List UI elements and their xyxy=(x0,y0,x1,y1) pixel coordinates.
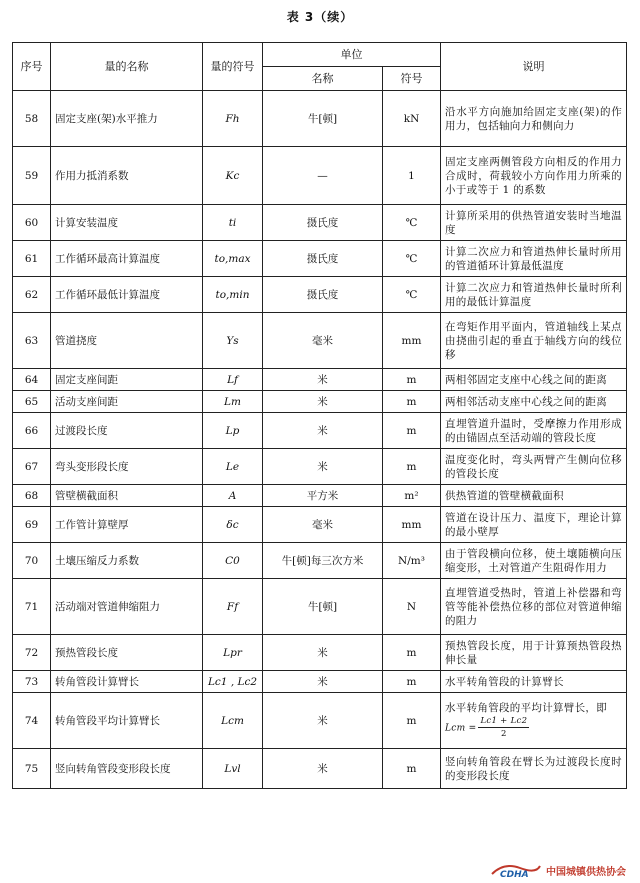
row-unit-name xyxy=(263,277,383,313)
row-unit-symbol xyxy=(383,749,441,789)
header-unit: 单位 xyxy=(263,43,441,67)
row-name xyxy=(51,147,203,205)
row-name-text: 作用力抵消系数 xyxy=(55,169,129,182)
row-unit-symbol-text: ℃ xyxy=(405,252,418,265)
row-desc xyxy=(441,241,627,277)
row-no-text: 58 xyxy=(24,112,39,125)
row-unit-symbol-text: m xyxy=(406,395,417,408)
row-symbol-text: Ff xyxy=(226,600,239,613)
row-desc xyxy=(441,507,627,543)
row-symbol xyxy=(203,147,263,205)
row-unit-name xyxy=(263,693,383,749)
row-no-text: 66 xyxy=(24,424,39,437)
formula-fraction xyxy=(478,715,529,740)
row-symbol-text: Lp xyxy=(225,424,240,437)
table-row xyxy=(13,579,627,635)
row-desc xyxy=(441,693,627,749)
table-row xyxy=(13,749,627,789)
row-name xyxy=(51,413,203,449)
quantity-table xyxy=(12,42,627,789)
table-row xyxy=(13,313,627,369)
row-name-text: 工作循环最高计算温度 xyxy=(55,252,160,265)
row-no xyxy=(13,369,51,391)
row-symbol xyxy=(203,671,263,693)
row-symbol xyxy=(203,369,263,391)
row-symbol-text: Kc xyxy=(225,169,240,182)
row-desc xyxy=(441,369,627,391)
row-name-text: 土壤压缩反力系数 xyxy=(55,554,139,567)
table-row xyxy=(13,449,627,485)
row-name xyxy=(51,277,203,313)
row-unit-name xyxy=(263,313,383,369)
row-no xyxy=(13,413,51,449)
row-unit-symbol-text: m xyxy=(406,424,417,437)
row-unit-symbol xyxy=(383,543,441,579)
row-no-text: 72 xyxy=(24,646,39,659)
row-no xyxy=(13,147,51,205)
row-symbol xyxy=(203,205,263,241)
row-desc xyxy=(441,147,627,205)
table-row xyxy=(13,369,627,391)
row-unit-name-text: 米 xyxy=(317,460,328,473)
row-unit-name-text: 米 xyxy=(317,373,328,386)
row-name xyxy=(51,507,203,543)
row-desc-text: 两相邻活动支座中心线之间的距离 xyxy=(445,395,607,408)
row-symbol-text: Ys xyxy=(226,334,239,347)
row-name xyxy=(51,241,203,277)
table-row xyxy=(13,485,627,507)
row-unit-name-text: — xyxy=(317,169,328,182)
row-symbol-text: Lc1 , Lc2 xyxy=(207,675,258,688)
row-no xyxy=(13,749,51,789)
row-name xyxy=(51,449,203,485)
row-desc-text: 供热管道的管壁横截面积 xyxy=(445,489,564,502)
row-unit-symbol xyxy=(383,507,441,543)
row-symbol-text: Lm xyxy=(224,395,241,408)
row-name-text: 转角管段计算臂长 xyxy=(55,675,139,688)
row-unit-name-text: 摄氏度 xyxy=(306,288,339,301)
row-name-text: 管壁横截面积 xyxy=(55,489,118,502)
table-row xyxy=(13,413,627,449)
row-unit-name-text: 米 xyxy=(317,675,328,688)
row-desc xyxy=(441,91,627,147)
table-row xyxy=(13,671,627,693)
row-symbol-text: Lpr xyxy=(223,646,242,659)
row-unit-name xyxy=(263,635,383,671)
row-unit-name-text: 毫米 xyxy=(312,518,333,531)
row-unit-symbol xyxy=(383,91,441,147)
row-symbol-text: A xyxy=(228,489,237,502)
row-no-text: 64 xyxy=(24,373,39,386)
row-desc-text: 管道在设计压力、温度下，理论计算的最小壁厚 xyxy=(445,511,622,538)
row-no xyxy=(13,277,51,313)
row-desc xyxy=(441,579,627,635)
row-name-text: 过渡段长度 xyxy=(55,424,108,437)
table-row xyxy=(13,91,627,147)
row-unit-symbol-text: m xyxy=(406,373,417,386)
row-symbol xyxy=(203,241,263,277)
row-name-text: 活动支座间距 xyxy=(55,395,118,408)
row-unit-name xyxy=(263,749,383,789)
row-unit-symbol-text: ℃ xyxy=(405,288,418,301)
row-no xyxy=(13,313,51,369)
row-unit-name-text: 米 xyxy=(317,762,328,775)
row-desc xyxy=(441,277,627,313)
row-unit-name-text: 米 xyxy=(317,646,328,659)
row-unit-symbol xyxy=(383,205,441,241)
row-unit-symbol xyxy=(383,413,441,449)
row-unit-symbol-text: mm xyxy=(401,518,422,531)
row-no-text: 71 xyxy=(24,600,39,613)
row-unit-name-text: 毫米 xyxy=(312,334,333,347)
row-name-text: 固定支座(架)水平推力 xyxy=(55,112,158,125)
formula-denominator: 2 xyxy=(501,729,507,739)
cdha-logo-icon xyxy=(490,860,542,880)
row-name xyxy=(51,369,203,391)
row-symbol xyxy=(203,693,263,749)
row-desc-text: 温度变化时，弯头两臂产生侧向位移的管段长度 xyxy=(445,453,622,480)
watermark xyxy=(490,859,626,881)
row-no xyxy=(13,485,51,507)
row-symbol-text: ti xyxy=(228,216,237,229)
row-no xyxy=(13,693,51,749)
row-name-text: 弯头变形段长度 xyxy=(55,460,129,473)
row-name-text: 固定支座间距 xyxy=(55,373,118,386)
row-unit-name xyxy=(263,449,383,485)
row-unit-symbol-text: N xyxy=(406,600,417,613)
row-name-text: 计算安装温度 xyxy=(55,216,118,229)
row-name xyxy=(51,91,203,147)
row-desc-text: 竖向转角管段在臂长为过渡段长度时的变形段长度 xyxy=(445,755,622,782)
row-name xyxy=(51,313,203,369)
header-unit-symbol: 符号 xyxy=(383,67,441,91)
row-unit-name-text: 摄氏度 xyxy=(306,252,339,265)
row-symbol xyxy=(203,485,263,507)
row-desc-text: 水平转角管段的计算臂长 xyxy=(445,675,564,688)
row-no xyxy=(13,241,51,277)
table-body xyxy=(13,91,627,789)
row-symbol xyxy=(203,449,263,485)
header-unit-name: 名称 xyxy=(263,67,383,91)
row-name xyxy=(51,579,203,635)
row-desc-text: 由于管段横向位移，使土壤随横向压缩变形，土对管道产生阻碍作用力 xyxy=(445,547,622,574)
row-unit-name xyxy=(263,543,383,579)
row-desc-text: 预热管段长度，用于计算预热管段热伸长量 xyxy=(445,639,622,666)
row-desc-text: 水平转角管段的平均计算臂长，即 xyxy=(445,702,607,714)
row-no xyxy=(13,507,51,543)
table-row xyxy=(13,277,627,313)
table-row xyxy=(13,241,627,277)
row-no-text: 59 xyxy=(24,169,39,182)
row-no-text: 67 xyxy=(24,460,39,473)
svg-text:CDHA: CDHA xyxy=(500,870,529,880)
row-unit-name-text: 平方米 xyxy=(306,489,339,502)
row-unit-symbol xyxy=(383,579,441,635)
header-no: 序号 xyxy=(13,43,51,91)
row-desc xyxy=(441,391,627,413)
row-unit-name-text: 牛[顿] xyxy=(307,600,338,613)
row-name xyxy=(51,205,203,241)
row-symbol-text: Lvl xyxy=(224,762,241,775)
row-unit-symbol-text: m² xyxy=(404,489,419,502)
row-unit-name xyxy=(263,671,383,693)
row-symbol xyxy=(203,391,263,413)
row-symbol xyxy=(203,543,263,579)
row-symbol-text: Lcm xyxy=(221,714,244,727)
row-symbol xyxy=(203,507,263,543)
row-symbol-text: C0 xyxy=(225,554,240,567)
row-unit-name xyxy=(263,369,383,391)
row-desc-text: 计算二次应力和管道热伸长量时所利用的最低计算温度 xyxy=(445,281,622,308)
row-name xyxy=(51,543,203,579)
row-unit-name xyxy=(263,507,383,543)
row-unit-symbol xyxy=(383,693,441,749)
row-no xyxy=(13,205,51,241)
table-row xyxy=(13,391,627,413)
row-unit-symbol-text: 1 xyxy=(408,169,415,182)
row-unit-symbol-text: N/m³ xyxy=(398,554,425,567)
row-desc xyxy=(441,671,627,693)
row-symbol xyxy=(203,313,263,369)
row-symbol xyxy=(203,277,263,313)
row-no-text: 62 xyxy=(24,288,39,301)
row-unit-symbol xyxy=(383,635,441,671)
row-desc xyxy=(441,485,627,507)
row-no xyxy=(13,579,51,635)
row-unit-symbol-text: m xyxy=(406,675,417,688)
row-name xyxy=(51,671,203,693)
row-desc-text: 固定支座两侧管段方向相反的作用力合成时，荷载较小方向作用力所乘的小于或等于 1 的系数 xyxy=(445,155,622,196)
row-unit-name xyxy=(263,413,383,449)
row-unit-symbol-text: ℃ xyxy=(405,216,418,229)
row-name-text: 竖向转角管段变形段长度 xyxy=(55,762,171,775)
row-no xyxy=(13,449,51,485)
row-unit-symbol-text: m xyxy=(406,714,417,727)
row-no xyxy=(13,91,51,147)
row-no-text: 70 xyxy=(24,554,39,567)
row-symbol xyxy=(203,579,263,635)
header-desc: 说明 xyxy=(441,43,627,91)
row-no-text: 75 xyxy=(24,762,39,775)
formula-numerator: Lc1 + Lc2 xyxy=(480,716,528,726)
row-name xyxy=(51,749,203,789)
row-symbol-text: to,min xyxy=(215,288,250,301)
row-no-text: 61 xyxy=(24,252,39,265)
row-unit-symbol xyxy=(383,147,441,205)
row-desc-text: 沿水平方向施加给固定支座(架)的作用力，包括轴向力和侧向力 xyxy=(445,105,622,132)
row-unit-name-text: 牛[顿]每三次方米 xyxy=(281,554,364,567)
table-caption: 表 3（续） xyxy=(286,10,354,24)
row-no xyxy=(13,391,51,413)
row-unit-name xyxy=(263,485,383,507)
row-no xyxy=(13,543,51,579)
row-unit-symbol xyxy=(383,485,441,507)
row-unit-name xyxy=(263,579,383,635)
row-unit-symbol xyxy=(383,241,441,277)
row-desc-text: 两相邻固定支座中心线之间的距离 xyxy=(445,373,607,386)
row-unit-name-text: 摄氏度 xyxy=(306,216,339,229)
row-unit-symbol xyxy=(383,671,441,693)
row-desc xyxy=(441,635,627,671)
row-name-text: 活动端对管道伸缩阻力 xyxy=(55,600,160,613)
row-unit-symbol-text: m xyxy=(406,646,417,659)
row-symbol xyxy=(203,635,263,671)
row-unit-symbol xyxy=(383,391,441,413)
formula-lhs: Lcm = xyxy=(445,723,477,734)
row-unit-symbol-text: m xyxy=(406,762,417,775)
table-row xyxy=(13,147,627,205)
row-desc-text: 在弯矩作用平面内，管道轴线上某点由挠曲引起的垂直于轴线方向的线位移 xyxy=(445,320,622,361)
row-symbol-text: Le xyxy=(225,460,240,473)
row-no-text: 65 xyxy=(24,395,39,408)
row-no xyxy=(13,671,51,693)
row-symbol-text: Lf xyxy=(227,373,238,386)
row-symbol xyxy=(203,413,263,449)
row-no-text: 60 xyxy=(24,216,39,229)
row-symbol-text: δc xyxy=(226,518,239,531)
row-desc xyxy=(441,413,627,449)
table-row xyxy=(13,693,627,749)
table-row xyxy=(13,205,627,241)
row-desc-text: 计算二次应力和管道热伸长量时所用的管道循环计算最低温度 xyxy=(445,245,622,272)
row-symbol-text: to,max xyxy=(214,252,251,265)
row-symbol xyxy=(203,749,263,789)
row-name-text: 工作管计算壁厚 xyxy=(55,518,129,531)
row-unit-symbol xyxy=(383,313,441,369)
row-desc-text: 直埋管道升温时，受摩擦力作用形成的由锚固点至活动端的管段长度 xyxy=(445,417,622,444)
table-row xyxy=(13,635,627,671)
row-unit-symbol-text: m xyxy=(406,460,417,473)
row-name-text: 工作循环最低计算温度 xyxy=(55,288,160,301)
row-unit-name xyxy=(263,391,383,413)
row-name-text: 预热管段长度 xyxy=(55,646,118,659)
row-unit-name-text: 牛[顿] xyxy=(307,112,338,125)
row-unit-name-text: 米 xyxy=(317,424,328,437)
row-unit-name-text: 米 xyxy=(317,714,328,727)
row-unit-symbol xyxy=(383,369,441,391)
row-unit-symbol xyxy=(383,277,441,313)
header-symbol: 量的符号 xyxy=(203,43,263,91)
table-row xyxy=(13,507,627,543)
row-desc-text: 计算所采用的供热管道安装时当地温度 xyxy=(445,209,622,236)
row-no-text: 68 xyxy=(24,489,39,502)
row-name xyxy=(51,485,203,507)
row-desc xyxy=(441,543,627,579)
row-unit-name-text: 米 xyxy=(317,395,328,408)
row-no-text: 74 xyxy=(24,714,39,727)
row-desc xyxy=(441,749,627,789)
row-symbol-text: Fh xyxy=(225,112,240,125)
row-unit-name xyxy=(263,91,383,147)
row-unit-name xyxy=(263,205,383,241)
row-no-text: 73 xyxy=(24,675,39,688)
row-desc xyxy=(441,313,627,369)
row-name xyxy=(51,391,203,413)
row-desc-text: 直埋管道受热时，管道上补偿器和弯管等能补偿热位移的部位对管道伸缩的阻力 xyxy=(445,586,622,627)
row-unit-name xyxy=(263,241,383,277)
row-no-text: 63 xyxy=(24,334,39,347)
row-symbol xyxy=(203,91,263,147)
row-desc xyxy=(441,449,627,485)
row-unit-symbol-text: kN xyxy=(403,112,420,125)
row-name-text: 转角管段平均计算臂长 xyxy=(55,714,160,727)
row-no xyxy=(13,635,51,671)
row-desc xyxy=(441,205,627,241)
row-unit-symbol xyxy=(383,449,441,485)
row-name xyxy=(51,693,203,749)
header-name: 量的名称 xyxy=(51,43,203,91)
table-row xyxy=(13,543,627,579)
row-name-text: 管道挠度 xyxy=(55,334,97,347)
watermark-org: 中国城镇供热协会 xyxy=(546,866,626,878)
row-no-text: 69 xyxy=(24,518,39,531)
row-unit-symbol-text: mm xyxy=(401,334,422,347)
row-unit-name xyxy=(263,147,383,205)
row-name xyxy=(51,635,203,671)
